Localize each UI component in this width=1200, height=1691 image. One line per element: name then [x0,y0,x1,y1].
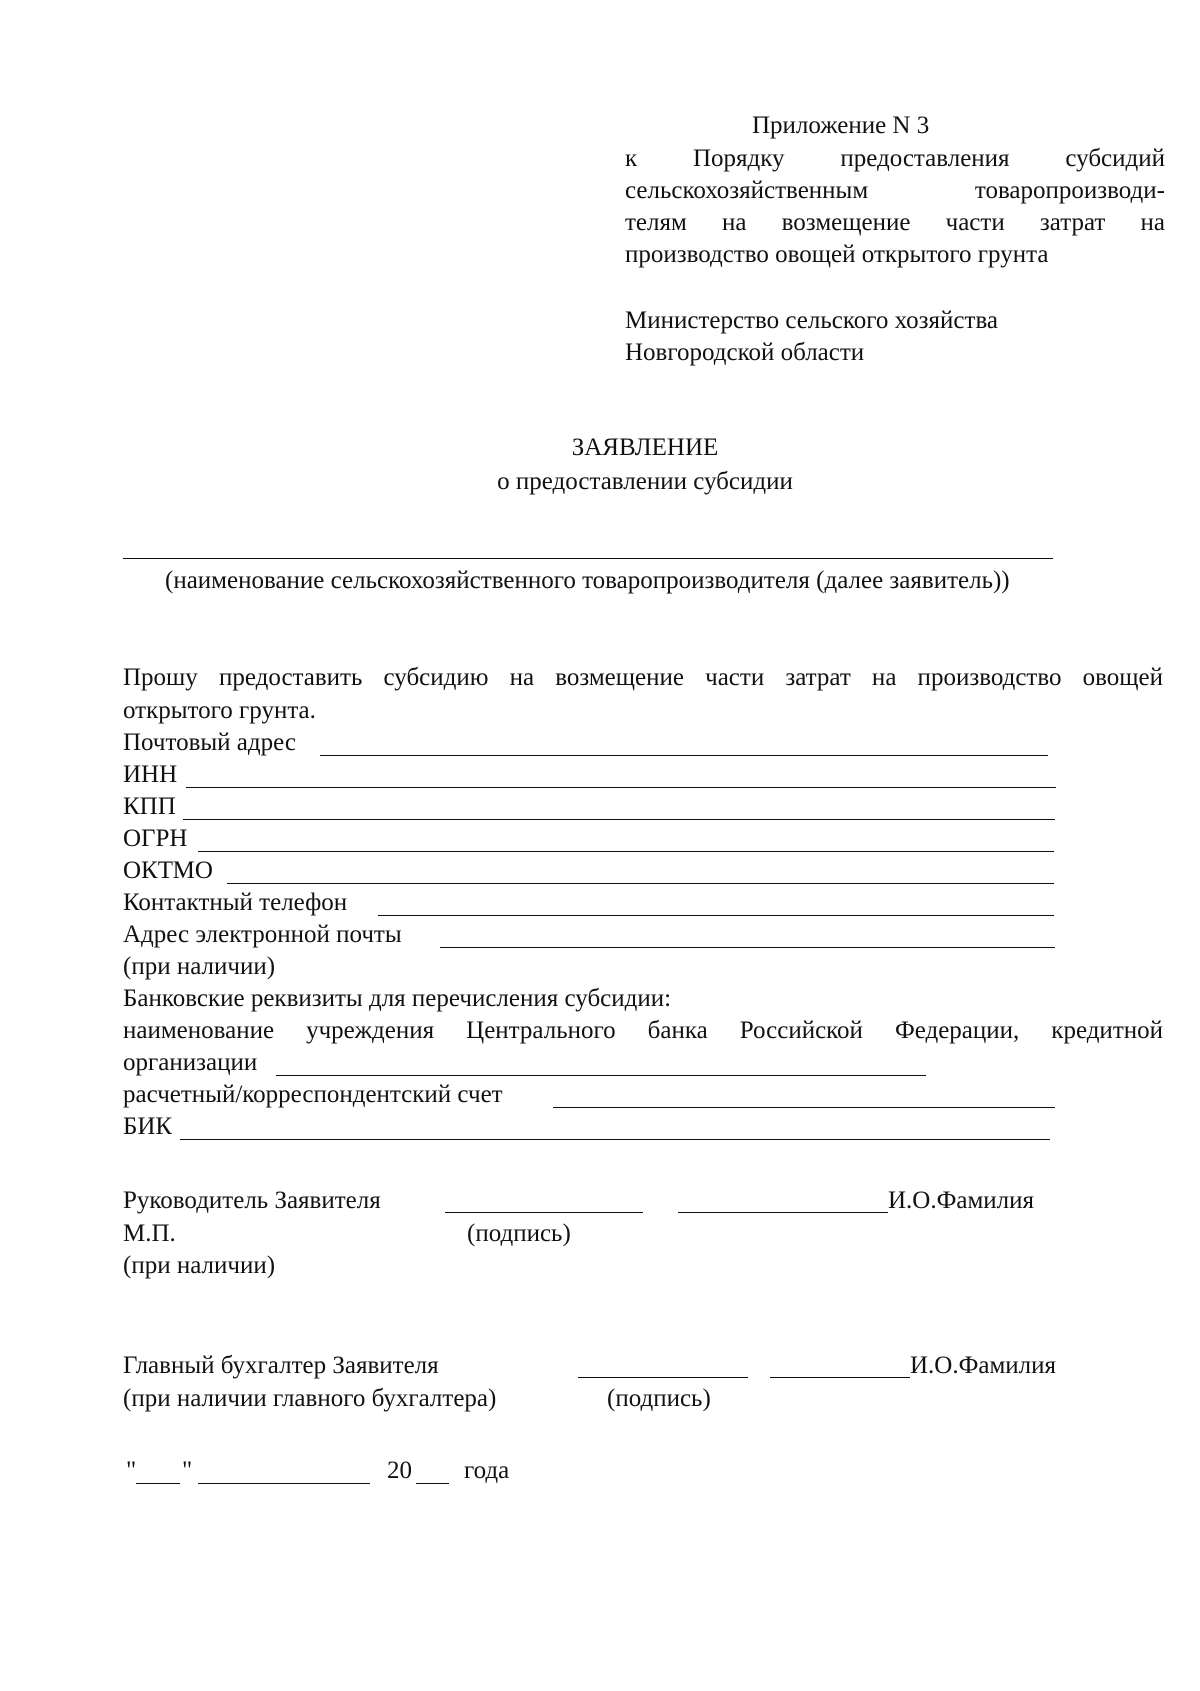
phone-label: Контактный телефон [123,889,348,916]
email-note: (при наличии) [123,953,276,980]
accountant-name: И.О.Фамилия [910,1352,1057,1379]
addressee-line-2: Новгородской области [625,339,865,366]
request-line-1: Прошу предоставить субсидию на возмещение части затрат на производство овощей [123,664,1163,691]
date-year-prefix: 20 [387,1457,412,1484]
date-day-line[interactable] [136,1483,180,1484]
date-quote-close: " [182,1457,193,1484]
appendix-line-4: производство овощей открытого грунта [625,241,1049,268]
accountant-note: (при наличии главного бухгалтера) [123,1385,497,1412]
postal-address-line[interactable] [320,755,1048,756]
bank-heading: Банковские реквизиты для перечисления субсидии: [123,985,672,1012]
accountant-signature-line[interactable] [578,1377,748,1378]
appendix-line-2: сельскохозяйственным товаропроизводи- [625,177,1165,204]
oktmo-label: ОКТМО [123,857,213,884]
addressee-line-1: Министерство сельского хозяйства [625,307,999,334]
appendix-line-3: телям на возмещение части затрат на [625,209,1165,236]
head-signature-line[interactable] [445,1212,643,1213]
head-label: Руководитель Заявителя [123,1187,381,1214]
oktmo-line[interactable] [227,883,1054,884]
head-name: И.О.Фамилия [888,1187,1035,1214]
inn-label: ИНН [123,761,178,788]
account-label: расчетный/корреспондентский счет [123,1081,503,1108]
appendix-line-1: к Порядку предоставления субсидий [625,145,1165,172]
head-stamp: М.П. [123,1220,176,1247]
appendix-title: Приложение N 3 [752,112,930,139]
bik-label: БИК [123,1113,173,1140]
head-name-line[interactable] [678,1212,888,1213]
postal-address-label: Почтовый адрес [123,729,296,756]
account-line[interactable] [553,1107,1055,1108]
document-subtitle: о предоставлении субсидии [497,468,793,495]
ogrn-label: ОГРН [123,825,188,852]
email-label: Адрес электронной почты [123,921,402,948]
head-sign-caption: (подпись) [467,1220,571,1247]
date-year-suffix: года [464,1457,510,1484]
kpp-label: КПП [123,793,176,820]
accountant-name-line[interactable] [770,1377,910,1378]
request-line-2: открытого грунта. [123,697,316,724]
phone-line[interactable] [378,915,1054,916]
date-quote-open: " [126,1457,137,1484]
accountant-label: Главный бухгалтер Заявителя [123,1352,439,1379]
document-title: ЗАЯВЛЕНИЕ [571,434,719,461]
date-year-line[interactable] [416,1483,449,1484]
email-line[interactable] [440,947,1055,948]
ogrn-line[interactable] [198,851,1054,852]
kpp-line[interactable] [183,819,1055,820]
accountant-sign-caption: (подпись) [607,1385,711,1412]
inn-line[interactable] [186,787,1056,788]
applicant-caption: (наименование сельскохозяйственного товаропроизводителя (далее заявитель)) [165,567,1010,594]
bank-name-line-2: организации [123,1049,258,1076]
bank-name-line-1: наименование учреждения Центрального банка Российской Федерации, кредитной [123,1017,1163,1044]
date-month-line[interactable] [198,1483,370,1484]
bik-line[interactable] [180,1139,1050,1140]
applicant-name-line[interactable] [123,558,1053,559]
bank-name-line[interactable] [276,1075,926,1076]
head-stamp-note: (при наличии) [123,1252,276,1279]
